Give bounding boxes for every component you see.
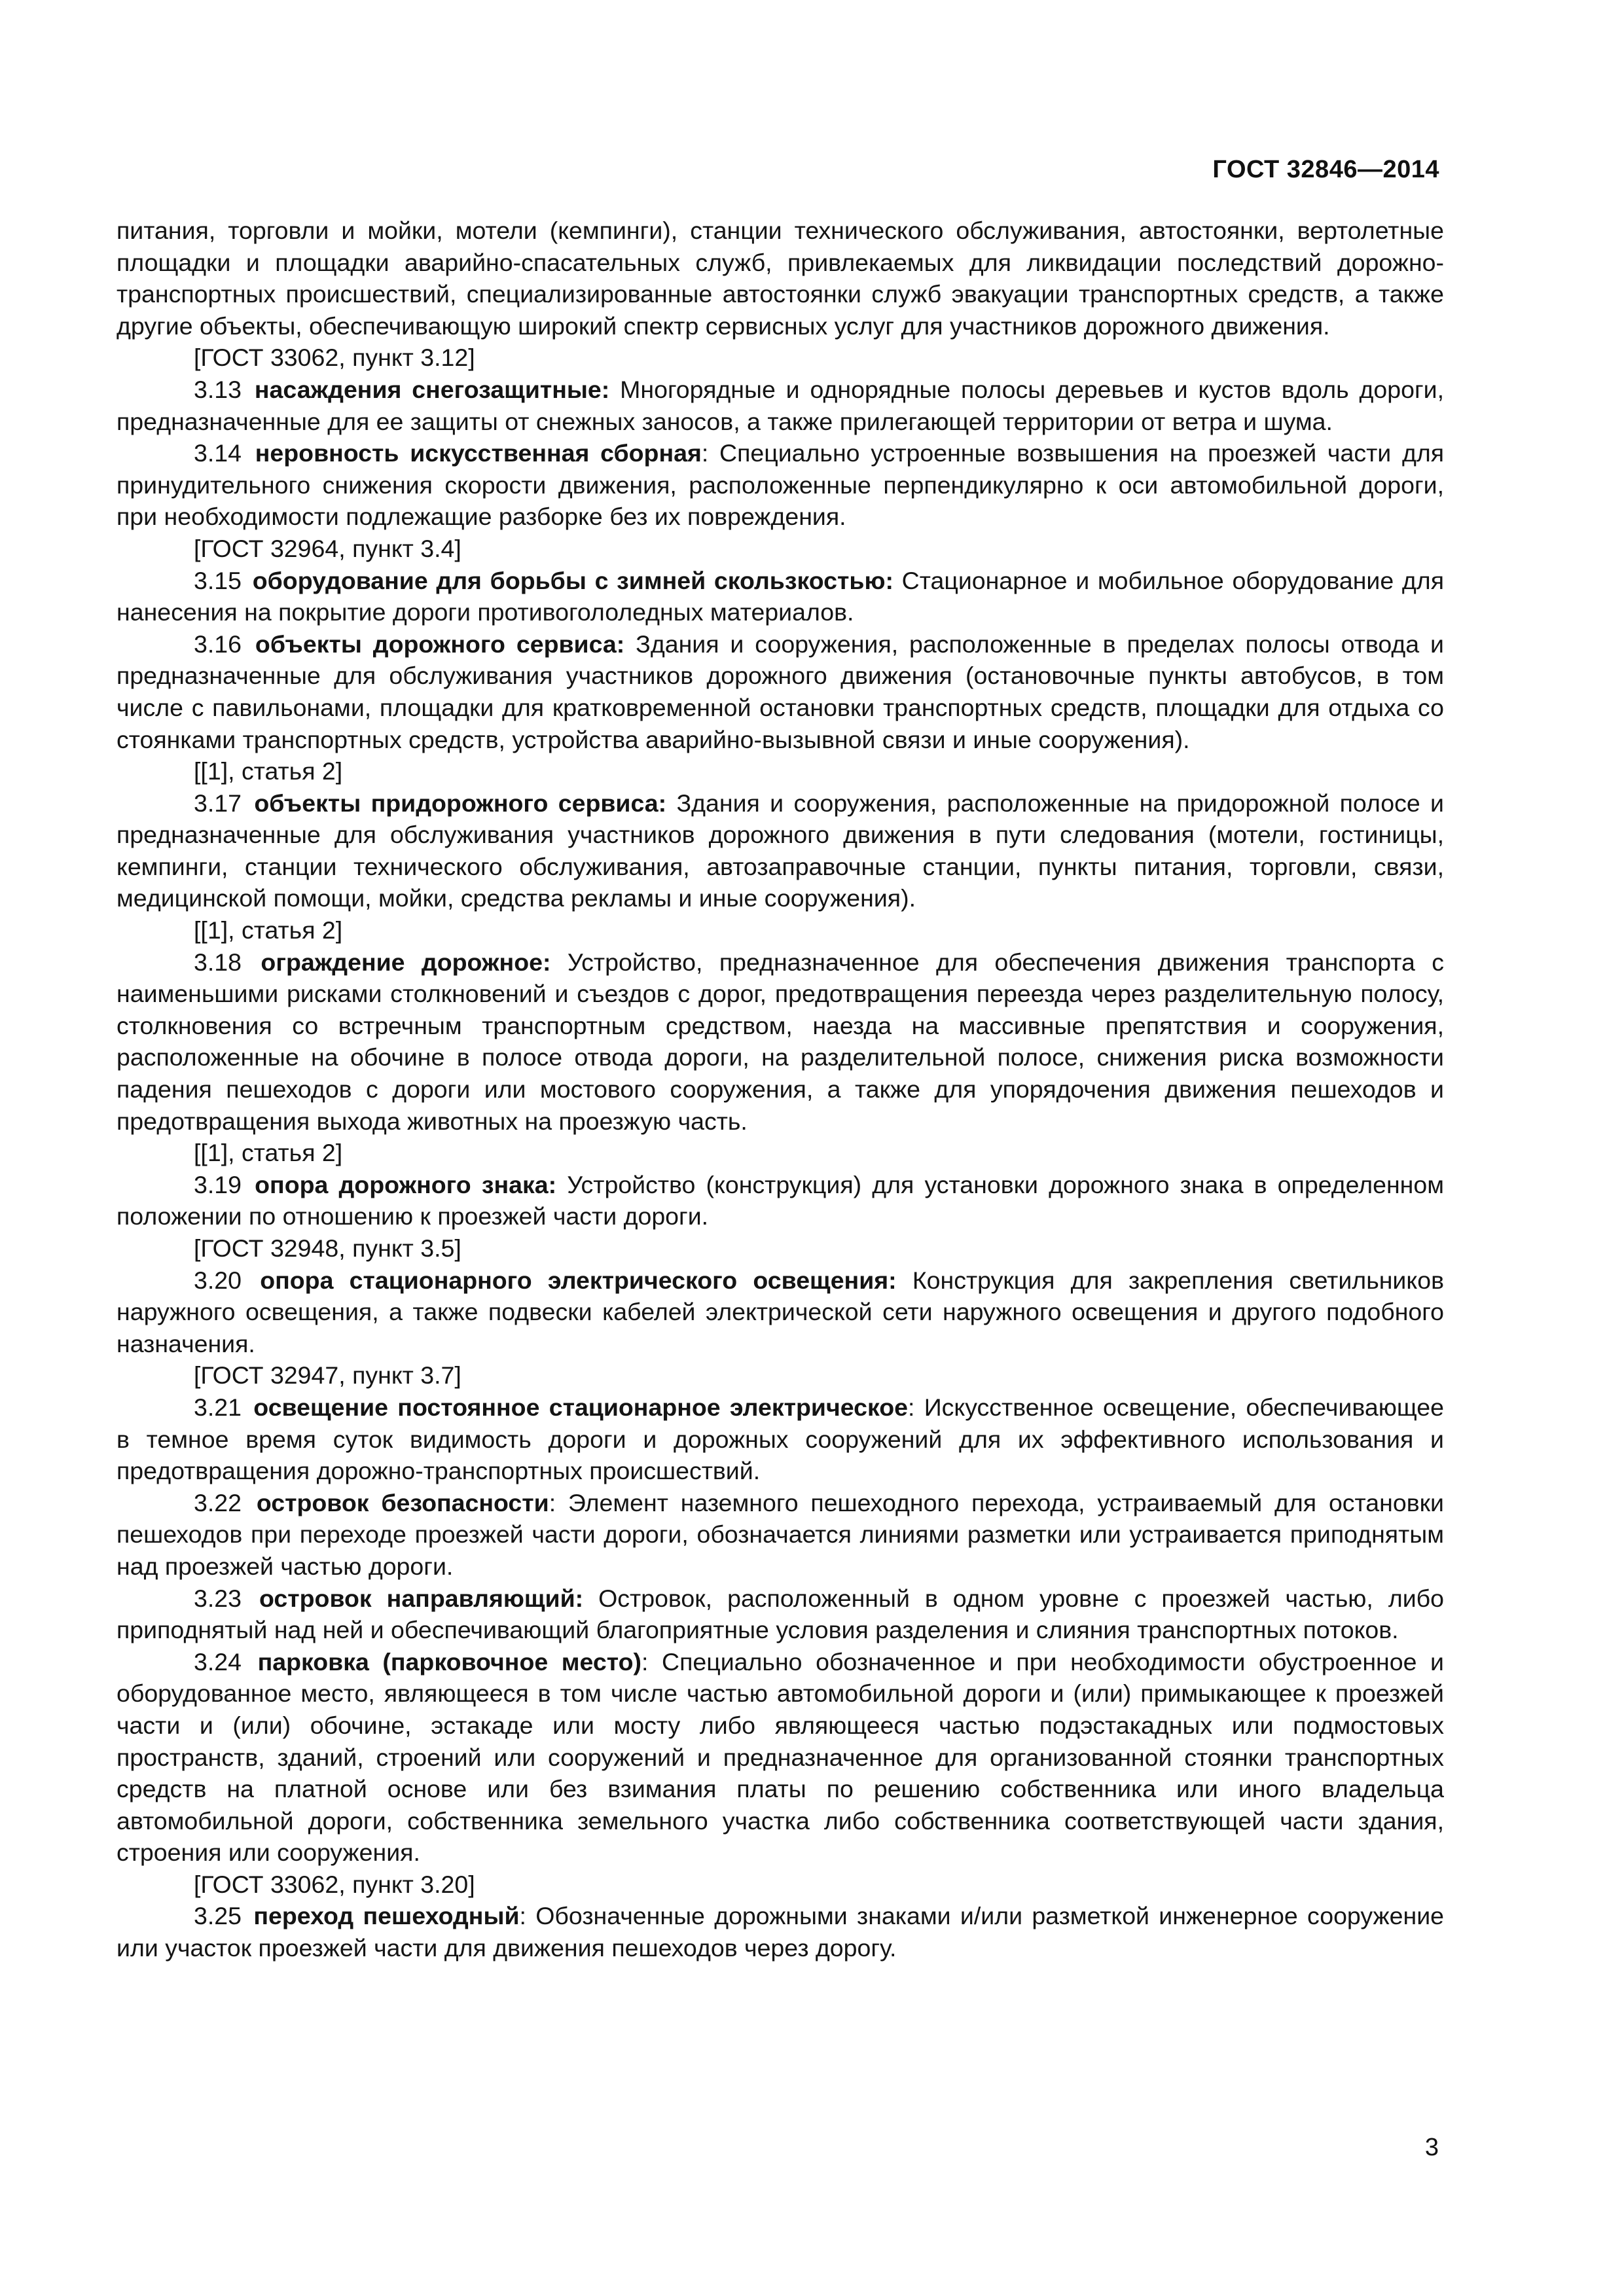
term-number: 3.14	[194, 439, 242, 467]
term-number: 3.20	[194, 1266, 242, 1294]
term-number: 3.19	[194, 1170, 242, 1198]
reference: [ГОСТ 33062, пункт 3.20]	[194, 1870, 475, 1898]
term-title: парковка (парковочное место)	[257, 1647, 642, 1676]
term-number: 3.16	[194, 630, 242, 658]
term-title: объекты дорожного сервиса:	[255, 630, 625, 658]
term-3-22	[117, 1487, 1444, 1583]
reference: [ГОСТ 32947, пункт 3.7]	[194, 1361, 461, 1390]
term-title: освещение постоянное стационарное электрическое	[253, 1393, 908, 1421]
term-definition: Многорядные и однорядные полосы деревьев и кустов вдоль дороги, предназначенные для ее защиты от снежных заносов, а также прилегающей территории от ветра и шума.	[117, 375, 1445, 435]
reference: [ГОСТ 32964, пункт 3.4]	[194, 534, 461, 562]
term-title: островок направляющий:	[259, 1584, 584, 1612]
term-definition: : Специально устроенные возвышения на проезжей части для принудительного снижения скорости движения, расположенные перпендикулярно к оси автомобильной дороги, при необходимости подлежащие разборке без их повреждения.	[117, 439, 1445, 531]
term-title: опора дорожного знака:	[255, 1170, 557, 1198]
term-title: переход пешеходный	[253, 1902, 520, 1930]
term-number: 3.23	[194, 1584, 242, 1612]
term-number: 3.24	[194, 1647, 242, 1676]
reference: [ГОСТ 33062, пункт 3.12]	[194, 344, 475, 372]
continuation-paragraph: питания, торговли и мойки, мотели (кемпинги), станции технического обслуживания, автостоянки, вертолетные площадки и площадки аварийно-спасательных служб, привлекаемых для ликвидации последствий дорожно-транспортных происшествий, специализированные автостоянки служб эвакуации транспортных средств, а также другие объекты, обеспечивающую широкий спектр сервисных услуг для участников дорожного движения.	[117, 217, 1444, 340]
term-number: 3.13	[194, 375, 242, 403]
term-3-21	[117, 1391, 1444, 1487]
term-3-17	[117, 787, 1444, 914]
document-header: ГОСТ 32846—2014	[1212, 156, 1439, 183]
term-title: островок безопасности	[256, 1488, 549, 1516]
term-3-23	[117, 1583, 1444, 1646]
term-definition: : Элемент наземного пешеходного перехода, устраиваемый для остановки пешеходов при переходе проезжей части дороги, обозначается линиями разметки или устраивается приподнятым над проезжей частью дороги.	[117, 1488, 1445, 1580]
term-title: опора стационарного электрического освещения:	[260, 1266, 897, 1294]
term-3-16	[117, 628, 1444, 755]
term-title: объекты придорожного сервиса:	[254, 789, 667, 817]
term-number: 3.17	[194, 789, 242, 817]
term-definition: Островок, расположенный в одном уровне с проезжей частью, либо приподнятый над ней и обеспечивающий благоприятные условия разделения и слияния транспортных потоков.	[117, 1584, 1445, 1644]
term-number: 3.25	[194, 1902, 242, 1930]
term-definition: : Обозначенные дорожными знаками и/или разметкой инженерное сооружение или участок проезжей части для движения пешеходов через дорогу.	[117, 1902, 1444, 1962]
term-definition: : Специально обозначенное и при необходимости обустроенное и оборудованное место, являющееся в том числе частью автомобильной дороги и (или) примыкающее к проезжей части и (или) обочине, эстакаде или мосту либо являющееся частью подэстакадных или подмостовых пространств, зданий, строений или сооружений и предназначенное для организованной стоянки транспортных средств на платной основе или без взимания платы по решению собственника или иного владельца автомобильной дороги, собственника земельного участка либо собственника соответствующей части здания, строения или сооружения.	[117, 1647, 1444, 1867]
term-title: оборудование для борьбы с зимней скользкостью:	[252, 566, 893, 594]
term-definition: Здания и сооружения, расположенные на придорожной полосе и предназначенные для обслуживания участников дорожного движения в пути следования (мотели, гостиницы, кемпинги, станции технического обслуживания, автозаправочные станции, пункты питания, торговли, связи, медицинской помощи, мойки, средства рекламы и иные сооружения).	[117, 789, 1444, 912]
term-3-13	[117, 374, 1444, 437]
page-number: 3	[1424, 2134, 1439, 2161]
term-number: 3.15	[194, 566, 242, 594]
term-definition: Устройство, предназначенное для обеспечения движения транспорта с наименьшими рисками столкновений и съездов с дорог, предотвращения переезда через разделительную полосу, столкновения со встречным транспортным средством, наезда на массивные препятствия и сооружения, расположенные на обочине в полосе отвода дороги, на разделительной полосе, снижения риска возможности падения пешеходов с дороги или мостового сооружения, а также для упорядочения движения пешеходов и предотвращения выхода животных на проезжую часть.	[117, 948, 1445, 1135]
term-number: 3.18	[194, 948, 242, 976]
term-number: 3.21	[194, 1393, 242, 1421]
term-definition: Здания и сооружения, расположенные в пределах полосы отвода и предназначенные для обслуживания участников дорожного движения (остановочные пункты автобусов, в том числе с павильонами, площадки для кратковременной остановки транспортных средств, площадки для отдыха со стоянками транспортных средств, устройства аварийно-вызывной связи и иные сооружения).	[117, 630, 1444, 753]
term-3-15	[117, 565, 1444, 628]
reference: [[1], статья 2]	[194, 1139, 343, 1167]
term-title: ограждение дорожное:	[261, 948, 551, 976]
term-definition: Устройство (конструкция) для установки дорожного знака в определенном положении по отношению к проезжей части дороги.	[117, 1170, 1445, 1230]
term-3-25	[117, 1900, 1444, 1964]
term-3-20	[117, 1265, 1444, 1360]
term-number: 3.22	[194, 1488, 242, 1516]
reference: [[1], статья 2]	[194, 757, 343, 785]
term-3-14	[117, 437, 1444, 533]
reference: [[1], статья 2]	[194, 916, 343, 944]
term-definition: Конструкция для закрепления светильников наружного освещения, а также подвески кабелей электрической сети наружного освещения и другого подобного назначения.	[117, 1266, 1444, 1357]
reference: [ГОСТ 32948, пункт 3.5]	[194, 1234, 461, 1262]
term-3-18	[117, 946, 1444, 1138]
term-3-19	[117, 1169, 1444, 1232]
term-title: неровность искусственная сборная	[255, 439, 702, 467]
document-body	[117, 215, 1444, 1964]
term-definition: Стационарное и мобильное оборудование для нанесения на покрытие дороги противогололедных материалов.	[117, 566, 1444, 626]
term-definition: : Искусственное освещение, обеспечивающее в темное время суток видимость дороги и дорожных сооружений для их эффективного использования и предотвращения дорожно-транспортных происшествий.	[117, 1393, 1444, 1485]
term-3-24	[117, 1646, 1444, 1869]
term-title: насаждения снегозащитные:	[254, 375, 610, 403]
